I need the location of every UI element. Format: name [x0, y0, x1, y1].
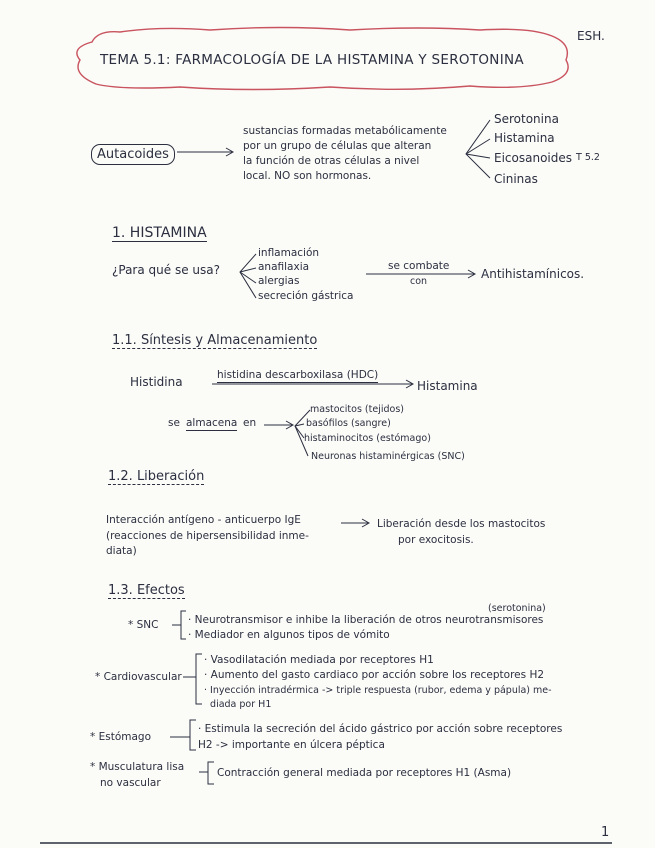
liberation-line: diata): [106, 545, 137, 557]
histidina-label: Histidina: [130, 375, 183, 389]
autacoides-definition-line: local. NO son hormonas.: [243, 170, 372, 182]
effect-group-label: * SNC: [128, 619, 159, 631]
storage-word: almacena: [186, 417, 238, 429]
effect-item: H2 -> importante en úlcera péptica: [198, 739, 385, 751]
page-number: 1: [601, 825, 610, 840]
autacoide-type: Cininas: [494, 172, 538, 186]
autacoides-definition-line: la función de otras células a nivel: [243, 155, 420, 167]
arrow-label-bottom: con: [410, 276, 428, 287]
effect-item: · Mediador en algunos tipos de vómito: [188, 629, 390, 641]
enzyme-label: histidina descarboxilasa (HDC): [217, 369, 379, 381]
autacoide-type: Histamina: [494, 131, 555, 145]
storage-site: mastocitos (tejidos): [310, 404, 404, 415]
effect-group-label: * Cardiovascular: [95, 671, 182, 683]
autacoide-type-note: T 5.2: [576, 152, 600, 163]
uses-question: ¿Para qué se usa?: [112, 263, 220, 277]
storage-site: basófilos (sangre): [306, 418, 391, 429]
effect-group-label: * Musculatura lisa: [90, 761, 185, 773]
storage-site: Neuronas histaminérgicas (SNC): [311, 451, 465, 462]
effect-item: diada por H1: [204, 699, 272, 710]
section-heading-efectos: 1.3. Efectos: [108, 583, 185, 598]
use-item: anafilaxia: [258, 261, 310, 273]
section-heading-liberacion: 1.2. Liberación: [108, 469, 205, 484]
effect-item: · Vasodilatación mediada por receptores H1: [204, 654, 434, 666]
arrow-label-top: se combate: [388, 260, 450, 272]
autacoides-definition-line: por un grupo de células que alteran: [243, 140, 432, 152]
effect-item: · Aumento del gasto cardiaco por acción sobre los receptores H2: [204, 669, 545, 681]
autacoide-type: Eicosanoides: [494, 151, 572, 165]
use-item: alergias: [258, 275, 300, 287]
corner-tag: ESH.: [577, 29, 605, 43]
liberation-line: (reacciones de hipersensibilidad inme-: [106, 530, 309, 542]
effect-note: (serotonina): [488, 603, 546, 614]
effect-item: · Estimula la secreción del ácido gástrico por acción sobre receptores: [198, 723, 563, 735]
autacoides-label: Autacoides: [91, 144, 175, 165]
storage-prefix: se: [168, 417, 180, 429]
antihistaminicos: Antihistamínicos.: [481, 267, 585, 281]
storage-en: en: [243, 417, 257, 429]
use-item: secreción gástrica: [258, 290, 354, 302]
section-heading-histamina: 1. HISTAMINA: [112, 225, 207, 241]
effect-item: · Neurotransmisor e inhibe la liberación de otros neurotransmisores: [188, 614, 544, 626]
storage-site: histaminocitos (estómago): [304, 433, 431, 444]
histamina-product: Histamina: [417, 379, 478, 393]
effect-item: · Inyección intradérmica -> triple respuesta (rubor, edema y pápula) me-: [204, 685, 552, 696]
autacoide-type: Serotonina: [494, 112, 559, 126]
effect-item: Contracción general mediada por receptores H1 (Asma): [217, 767, 512, 779]
liberation-result: por exocitosis.: [398, 534, 474, 546]
section-heading-sintesis: 1.1. Síntesis y Almacenamiento: [112, 333, 318, 348]
autacoides-definition-line: sustancias formadas metabólicamente: [243, 125, 447, 137]
effect-group-label: no vascular: [100, 777, 161, 789]
use-item: inflamación: [258, 247, 320, 259]
liberation-line: Interacción antígeno - anticuerpo IgE: [106, 514, 301, 526]
effect-group-label: * Estómago: [90, 731, 151, 743]
page-title: TEMA 5.1: FARMACOLOGÍA DE LA HISTAMINA Y SEROTONINA: [100, 52, 524, 68]
liberation-result: Liberación desde los mastocitos: [377, 518, 546, 530]
